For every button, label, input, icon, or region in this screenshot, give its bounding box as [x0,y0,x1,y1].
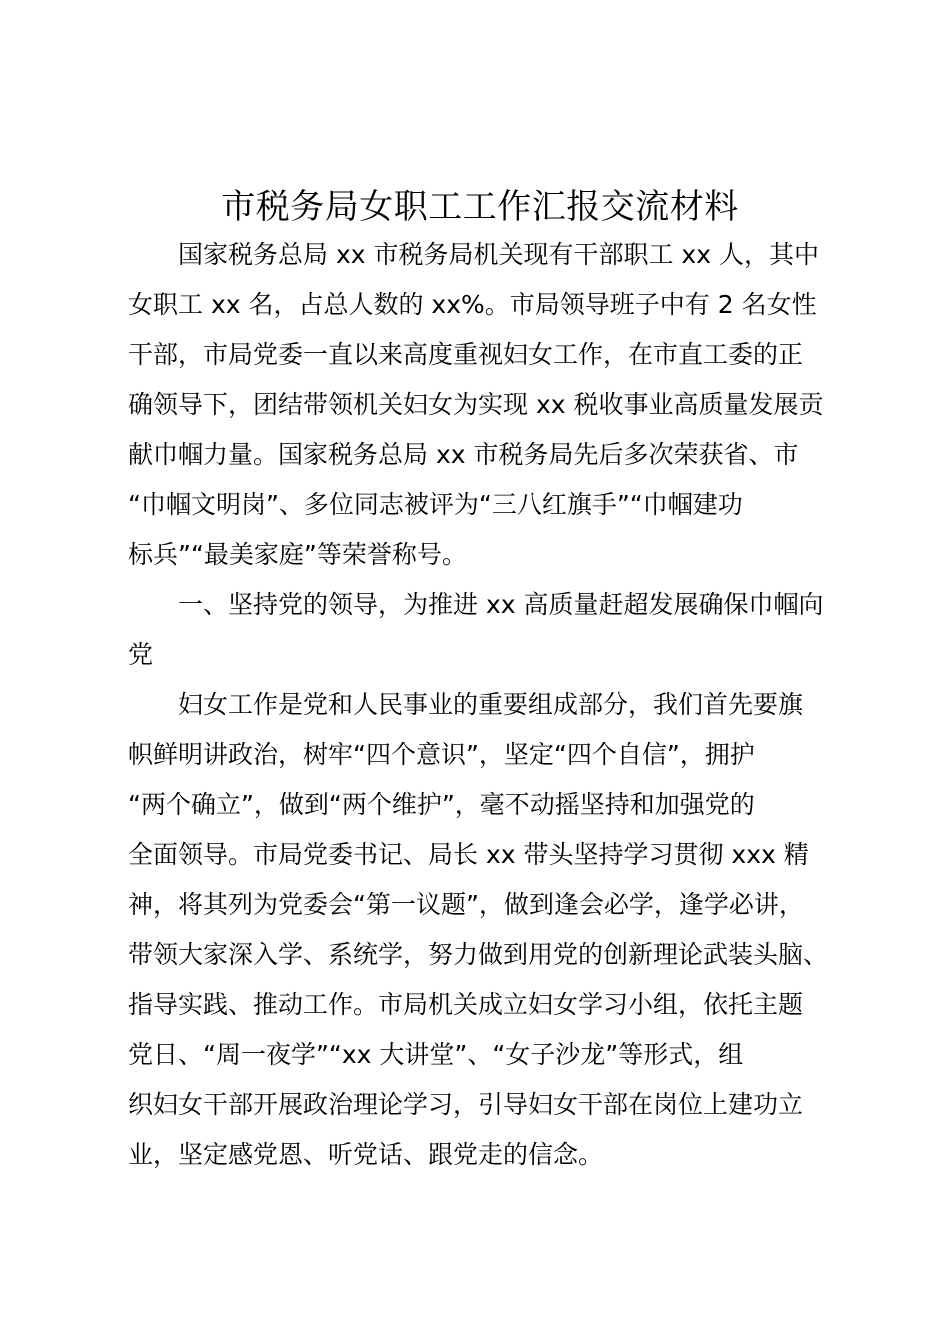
text-line: 献巾帼力量。国家税务总局 xx 市税务局先后多次荣获省、市 [128,440,799,469]
text-line: 确领导下，团结带领机关妇女为实现 xx 税收事业高质量发展贡 [128,390,824,419]
paragraph-body [128,680,848,1180]
text-line: “两个确立”，做到“两个维护”，毫不动摇坚持和加强党的 [128,790,755,819]
text-line: 国家税务总局 xx 市税务局机关现有干部职工 xx 人，其中 [178,240,819,269]
text-line: 妇女工作是党和人民事业的重要组成部分，我们首先要旗 [178,690,804,719]
text-line: 标兵”“最美家庭”等荣誉称号。 [128,540,467,569]
section-heading-1 [128,580,848,680]
paragraph-intro [128,230,848,580]
text-line: 女职工 xx 名，占总人数的 xx%。市局领导班子中有 2 名女性 [128,290,817,319]
text-line: 业，坚定感党恩、听党话、跟党走的信念。 [128,1140,604,1169]
text-line: 干部，市局党委一直以来高度重视妇女工作，在市直工委的正 [128,340,804,369]
text-line: 神，将其列为党委会“第一议题”，做到逢会必学，逢学必讲， [128,890,804,919]
text-line: “巾帼文明岗”、多位同志被评为“三八红旗手”“巾帼建功 [128,490,743,519]
text-line: 全面领导。市局党委书记、局长 xx 带头坚持学习贯彻 xxx 精 [128,840,809,869]
text-line: 织妇女干部开展政治理论学习，引导妇女干部在岗位上建功立 [128,1090,804,1119]
heading-line: 一、坚持党的领导，为推进 xx 高质量赶超发展确保巾帼向 [178,590,824,619]
text-line: 帜鲜明讲政治，树牢“四个意识”，坚定“四个自信”，拥护 [128,740,755,769]
heading-line: 党 [128,640,154,669]
text-line: 党日、“周一夜学”“xx 大讲堂”、“女子沙龙”等形式，组 [128,1040,744,1069]
document-title: 市税务局女职工工作汇报交流材料 [221,187,739,227]
text-line: 带领大家深入学、系统学，努力做到用党的创新理论武装头脑、 [128,940,829,969]
text-line: 指导实践、推动工作。市局机关成立妇女学习小组，依托主题 [128,990,804,1019]
